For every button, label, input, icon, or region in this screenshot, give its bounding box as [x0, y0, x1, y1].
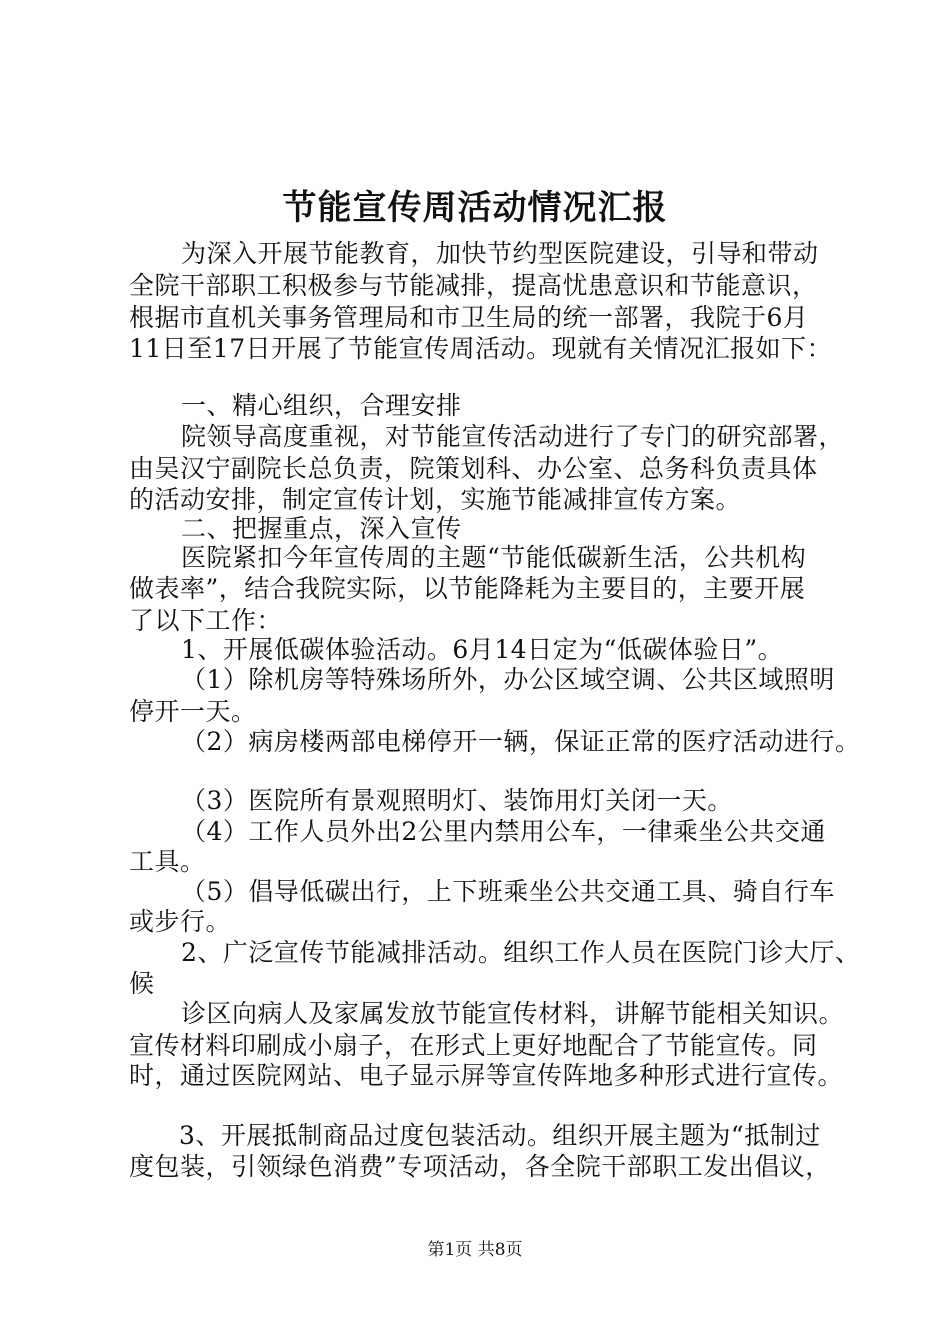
body-line: 根据市直机关事务管理局和市卫生局的统一部署，我院于6月 — [129, 303, 809, 332]
item-heading: 2、广泛宣传节能减排活动。组织工作人员在医院门诊大厅、 — [181, 938, 861, 967]
body-line: 了以下工作： — [129, 606, 283, 635]
list-item: （3）医院所有景观照明灯、装饰用灯关闭一天。 — [181, 786, 733, 815]
body-line: 全院干部职工积极参与节能减排，提高忧患意识和节能意识， — [129, 271, 818, 300]
list-item-continued: 或步行。 — [129, 907, 232, 936]
body-line: 11日至17日开展了节能宣传周活动。现就有关情况汇报如下： — [129, 334, 833, 363]
list-item: （5）倡导低碳出行，上下班乘坐公共交通工具、骑自行车 — [181, 877, 835, 906]
list-item: （4）工作人员外出2公里内禁用公车，一律乘坐公共交通 — [181, 817, 826, 846]
body-line: 宣传材料印刷成小扇子，在形式上更好地配合了节能宣传。同 — [129, 1031, 818, 1060]
list-item-continued: 工具。 — [129, 847, 206, 876]
body-line: 医院紧扣今年宣传周的主题“节能低碳新生活，公共机构 — [181, 543, 807, 572]
list-item-continued: 停开一天。 — [129, 697, 257, 726]
body-line: 院领导高度重视，对节能宣传活动进行了专门的研究部署， — [181, 422, 845, 451]
document-title: 节能宣传周活动情况汇报 — [282, 188, 668, 228]
body-line: 由吴汉宁副院长总负责，院策划科、办公室、总务科负责具体 — [129, 454, 818, 483]
item-heading: 1、开展低碳体验活动。6月14日定为“低碳体验日”。 — [181, 635, 784, 664]
list-item: （2）病房楼两部电梯停开一辆，保证正常的医疗活动进行。 — [181, 727, 861, 756]
body-line: 的活动安排，制定宣传计划，实施节能减排宣传方案。 — [129, 485, 742, 514]
section-heading: 一、精心组织，合理安排 — [181, 391, 462, 420]
body-line: 为深入开展节能教育，加快节约型医院建设，引导和带动 — [181, 239, 819, 268]
body-line: 度包装，引领绿色消费”专项活动，各全院干部职工发出倡议， — [129, 1152, 831, 1181]
body-line: 时，通过医院网站、电子显示屏等宣传阵地多种形式进行宣传。 — [129, 1061, 844, 1090]
item-heading: 3、开展抵制商品过度包装活动。组织开展主题为“抵制过 — [179, 1121, 821, 1150]
section-heading: 二、把握重点，深入宣传 — [181, 514, 462, 543]
list-item: （1）除机房等特殊场所外，办公区域空调、公共区域照明 — [181, 665, 835, 694]
body-line: 诊区向病人及家属发放节能宣传材料，讲解节能相关知识。 — [181, 999, 845, 1028]
body-line: 候 — [129, 969, 155, 998]
page-footer: 第1页 共8页 — [427, 1240, 523, 1260]
body-line: 做表率”，结合我院实际，以节能降耗为主要目的，主要开展 — [129, 574, 806, 603]
